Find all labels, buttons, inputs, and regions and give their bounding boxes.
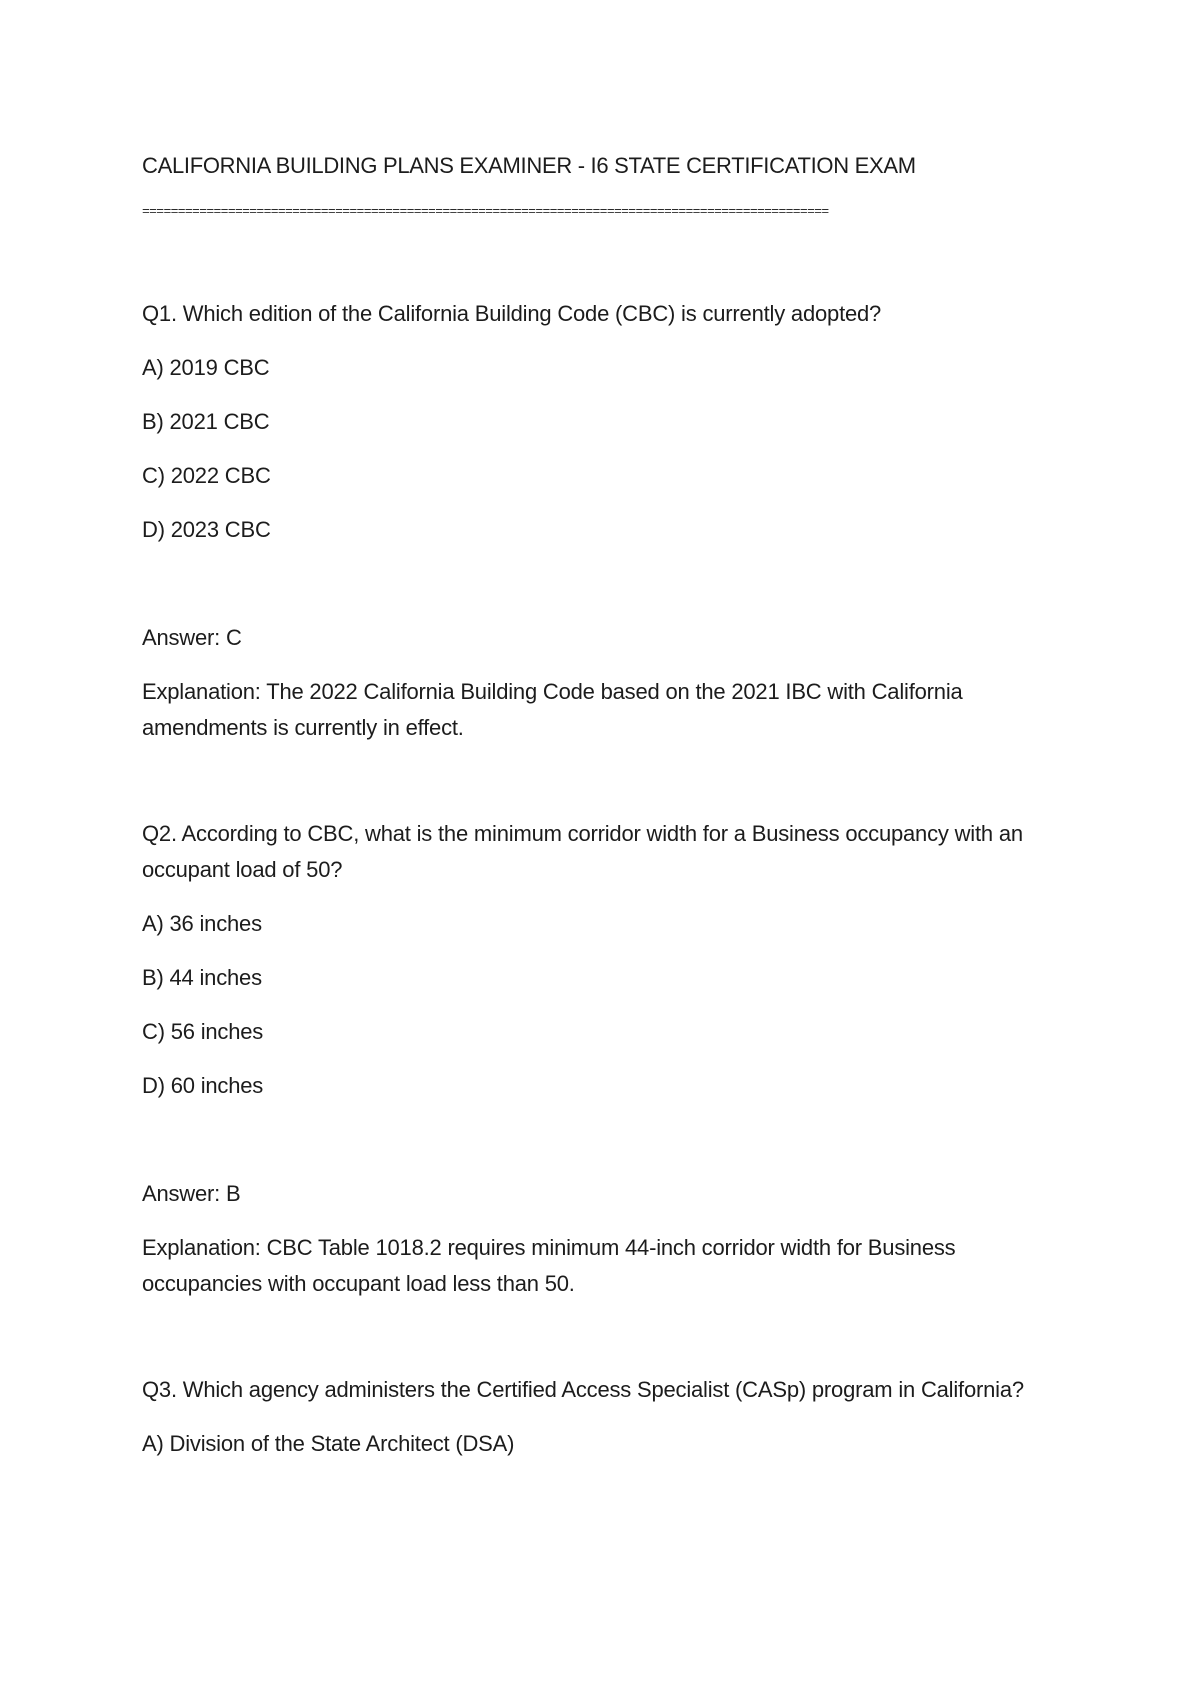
question-3: Q3. Which agency administers the Certified Access Specialist (CASp) program in California?: [142, 1377, 1024, 1402]
q1-option-c: C) 2022 CBC: [142, 463, 271, 488]
q2-answer: Answer: B: [142, 1181, 241, 1206]
q1-explanation: Explanation: The 2022 California Building Code based on the 2021 IBC with California amendments is currently in effect.: [142, 679, 963, 740]
document-page: [142, 148, 1062, 1462]
q1-option-d: D) 2023 CBC: [142, 517, 271, 542]
separator-line: ================================================================================================: [142, 204, 829, 219]
q3-option-a: A) Division of the State Architect (DSA): [142, 1431, 515, 1456]
q2-option-d: D) 60 inches: [142, 1073, 264, 1098]
document-title: CALIFORNIA BUILDING PLANS EXAMINER - I6 STATE CERTIFICATION EXAM: [142, 153, 916, 178]
q2-option-c: C) 56 inches: [142, 1019, 264, 1044]
question-2: Q2. According to CBC, what is the minimum corridor width for a Business occupancy with an occupant load of 50?: [142, 821, 1023, 882]
q1-option-b: B) 2021 CBC: [142, 409, 270, 434]
q2-option-b: B) 44 inches: [142, 965, 262, 990]
question-1: Q1. Which edition of the California Building Code (CBC) is currently adopted?: [142, 301, 882, 326]
q1-option-a: A) 2019 CBC: [142, 355, 270, 380]
q2-option-a: A) 36 inches: [142, 911, 262, 936]
q2-explanation: Explanation: CBC Table 1018.2 requires minimum 44-inch corridor width for Business occupancies with occupant load less than 50.: [142, 1235, 956, 1296]
q1-answer: Answer: C: [142, 625, 242, 650]
